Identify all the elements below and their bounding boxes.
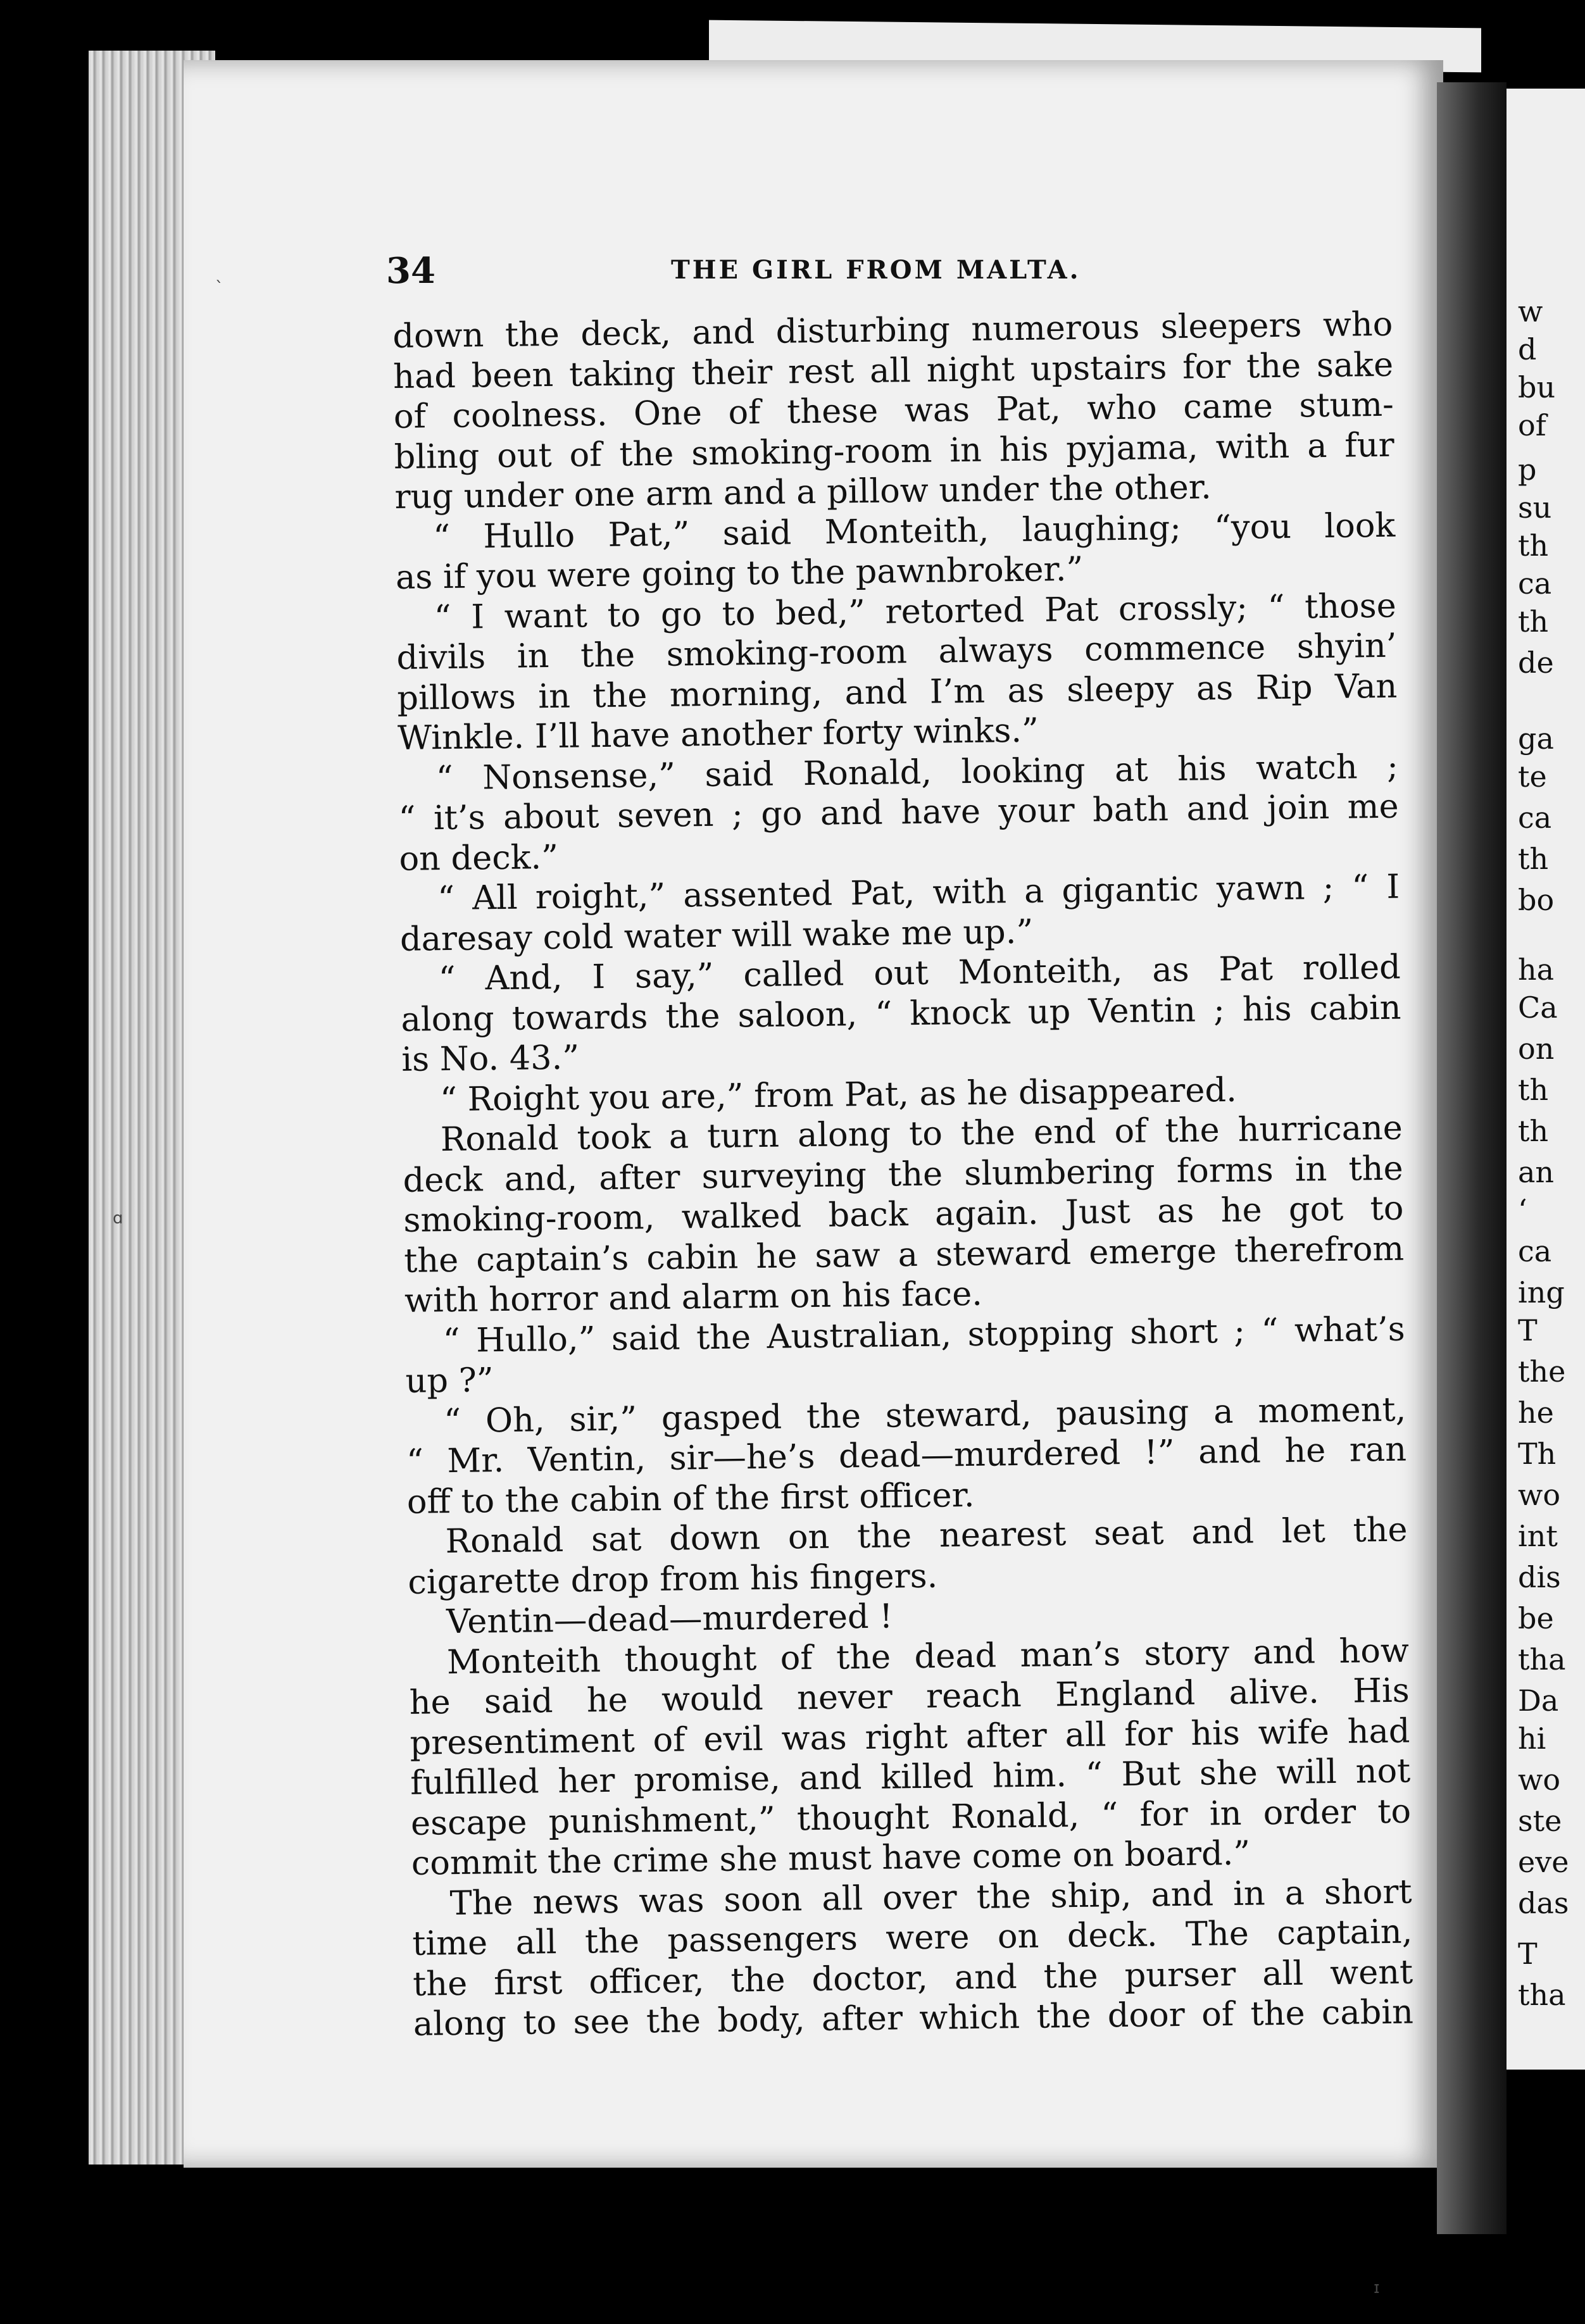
facing-page-fragment: das xyxy=(1518,1886,1569,1920)
facing-page-fragment: bo xyxy=(1518,883,1555,917)
text-line: “ And, I say,” called out Monteith, as Pat rolled xyxy=(438,947,1401,999)
facing-page-fragment: ha xyxy=(1518,953,1555,987)
text-line: Ronald sat down on the nearest seat and let the xyxy=(445,1510,1408,1561)
facing-page-fragment: T xyxy=(1518,1313,1538,1347)
text-line: presentiment of evil was right after all for his wife had xyxy=(410,1711,1410,1763)
facing-page-fragment: w xyxy=(1518,294,1543,328)
text-line: bling out of the smoking-room in his pyjama, with a fur xyxy=(394,425,1394,477)
text-line: time all the passengers were on deck. The captain, xyxy=(412,1912,1413,1963)
facing-page-fragment: ga xyxy=(1518,722,1554,756)
text-line: is No. 43.” xyxy=(401,1038,580,1079)
facing-page xyxy=(1507,89,1585,2070)
facing-page-fragment: d xyxy=(1518,332,1537,366)
facing-page-fragment: th xyxy=(1518,1114,1549,1148)
text-line: escape punishment,” thought Ronald, “ for in order to xyxy=(410,1792,1412,1843)
facing-page-fragment: ca xyxy=(1518,801,1552,835)
text-line: as if you were going to the pawnbroker.” xyxy=(395,549,1084,597)
facing-page-fragment: he xyxy=(1518,1396,1554,1430)
facing-page-fragment: de xyxy=(1518,646,1554,680)
facing-page-fragment: eve xyxy=(1518,1845,1569,1879)
text-line: rug under one arm and a pillow under the other. xyxy=(394,468,1212,516)
text-line: The news was soon all over the ship, and in a short xyxy=(449,1872,1412,1923)
text-line: fulfilled her promise, and killed him. “ But she will not xyxy=(410,1751,1411,1802)
facing-page-fragment: ca xyxy=(1518,1234,1552,1268)
text-line: had been taking their rest all night upstairs for the sake xyxy=(392,345,1394,396)
facing-page-fragment: p xyxy=(1518,453,1537,487)
text-line: “ Nonsense,” said Ronald, looking at his watch ; xyxy=(435,747,1399,797)
text-line: smoking-room, walked back again. Just as he got to xyxy=(403,1189,1404,1240)
text-line: on deck.” xyxy=(399,837,559,878)
facing-page-fragment: be xyxy=(1518,1601,1554,1635)
text-line: cigarette drop from his fingers. xyxy=(408,1556,938,1602)
facing-page-fragment: the xyxy=(1518,1354,1566,1389)
text-line: “ All roight,” assented Pat, with a gigantic yawn ; “ I xyxy=(437,867,1400,918)
text-line: “ Roight you are,” from Pat, as he disappeared. xyxy=(439,1070,1237,1119)
scan-speck: ɑ xyxy=(113,1209,123,1228)
text-line: “ Mr. Ventin, sir—he’s dead—murdered !” and he ran xyxy=(406,1430,1407,1481)
facing-page-fragment: Ca xyxy=(1518,990,1558,1025)
facing-page-fragment: hi xyxy=(1518,1721,1546,1756)
facing-page-fragment: wo xyxy=(1518,1763,1561,1797)
facing-page-fragment: ing xyxy=(1518,1275,1565,1309)
facing-page-fragment: dis xyxy=(1518,1560,1561,1594)
facing-page-fragment: ‘ xyxy=(1518,1193,1527,1227)
facing-page-fragment: te xyxy=(1518,759,1547,794)
text-line: along to see the body, after which the door of the cabin xyxy=(413,1992,1414,2044)
text-line: “ Hullo,” said the Australian, stopping short ; “ what’s xyxy=(442,1309,1406,1360)
text-line: daresay cold water will wake me up.” xyxy=(399,912,1034,959)
facing-page-fragment: th xyxy=(1518,528,1549,563)
text-line: Monteith thought of the dead man’s story and how xyxy=(446,1631,1410,1682)
facing-page-fragment: th xyxy=(1518,1073,1549,1107)
facing-page-fragment: ste xyxy=(1518,1804,1562,1838)
page-number: 34 xyxy=(386,250,435,292)
facing-page-fragment: ca xyxy=(1518,566,1552,601)
text-line: Ronald took a turn along to the end of the hurricane xyxy=(440,1108,1403,1159)
facing-page-fragment: tha xyxy=(1518,1642,1566,1677)
text-line: pillows in the morning, and I’m as sleepy as Rip Van xyxy=(396,666,1398,718)
facing-page-fragment: bu xyxy=(1518,370,1556,404)
text-line: down the deck, and disturbing numerous sleepers who xyxy=(392,304,1393,356)
scan-speck: ɪ xyxy=(1374,2278,1380,2297)
book-gutter xyxy=(1437,82,1507,2234)
page-body-text xyxy=(392,304,1413,2045)
text-line: along towards the saloon, “ knock up Ventin ; his cabin xyxy=(401,988,1401,1039)
scan-speck: ˎ xyxy=(215,265,223,284)
facing-page-fragment: T xyxy=(1518,1937,1538,1971)
text-line: commit the crime she must have come on board.” xyxy=(411,1834,1251,1883)
text-line: deck and, after surveying the slumbering forms in the xyxy=(403,1149,1403,1200)
facing-page-fragment: th xyxy=(1518,842,1549,876)
facing-page-fragment: wo xyxy=(1518,1478,1561,1512)
facing-page-fragment: su xyxy=(1518,490,1552,525)
running-title: THE GIRL FROM MALTA. xyxy=(671,255,1081,285)
facing-page-fragment: th xyxy=(1518,604,1549,639)
text-line: up ?” xyxy=(405,1361,494,1401)
facing-page-fragment: tha xyxy=(1518,1978,1566,2012)
text-line: of coolness. One of these was Pat, who came stum- xyxy=(393,385,1394,436)
text-line: Ventin—dead—murdered ! xyxy=(446,1597,893,1642)
text-line: “ Hullo Pat,” said Monteith, laughing; “you look xyxy=(432,506,1396,556)
facing-page-fragment: Th xyxy=(1518,1437,1557,1471)
text-line: the first officer, the doctor, and the purser all went xyxy=(412,1952,1413,2004)
facing-page-fragment: on xyxy=(1518,1032,1555,1066)
text-line: “ I want to go to bed,” retorted Pat crossly; “ those xyxy=(434,586,1397,637)
facing-page-fragment: an xyxy=(1518,1155,1555,1189)
text-line: Winkle. I’ll have another forty winks.” xyxy=(397,711,1039,758)
facing-page-fragment: int xyxy=(1518,1519,1558,1553)
text-line: with horror and alarm on his face. xyxy=(404,1274,983,1320)
facing-page-fragment: of xyxy=(1518,408,1546,442)
text-line: the captain’s cabin he saw a steward emerge therefrom xyxy=(403,1229,1405,1280)
facing-page-fragment: Da xyxy=(1518,1684,1559,1718)
text-line: he said he would never reach England alive. His xyxy=(409,1671,1410,1722)
text-line: off to the cabin of the first officer. xyxy=(406,1475,975,1521)
text-line: “ Oh, sir,” gasped the steward, pausing a moment, xyxy=(443,1390,1406,1440)
text-line: “ it’s about seven ; go and have your bath and join me xyxy=(398,787,1399,838)
text-line: divils in the smoking-room always commence shyin’ xyxy=(396,626,1397,677)
